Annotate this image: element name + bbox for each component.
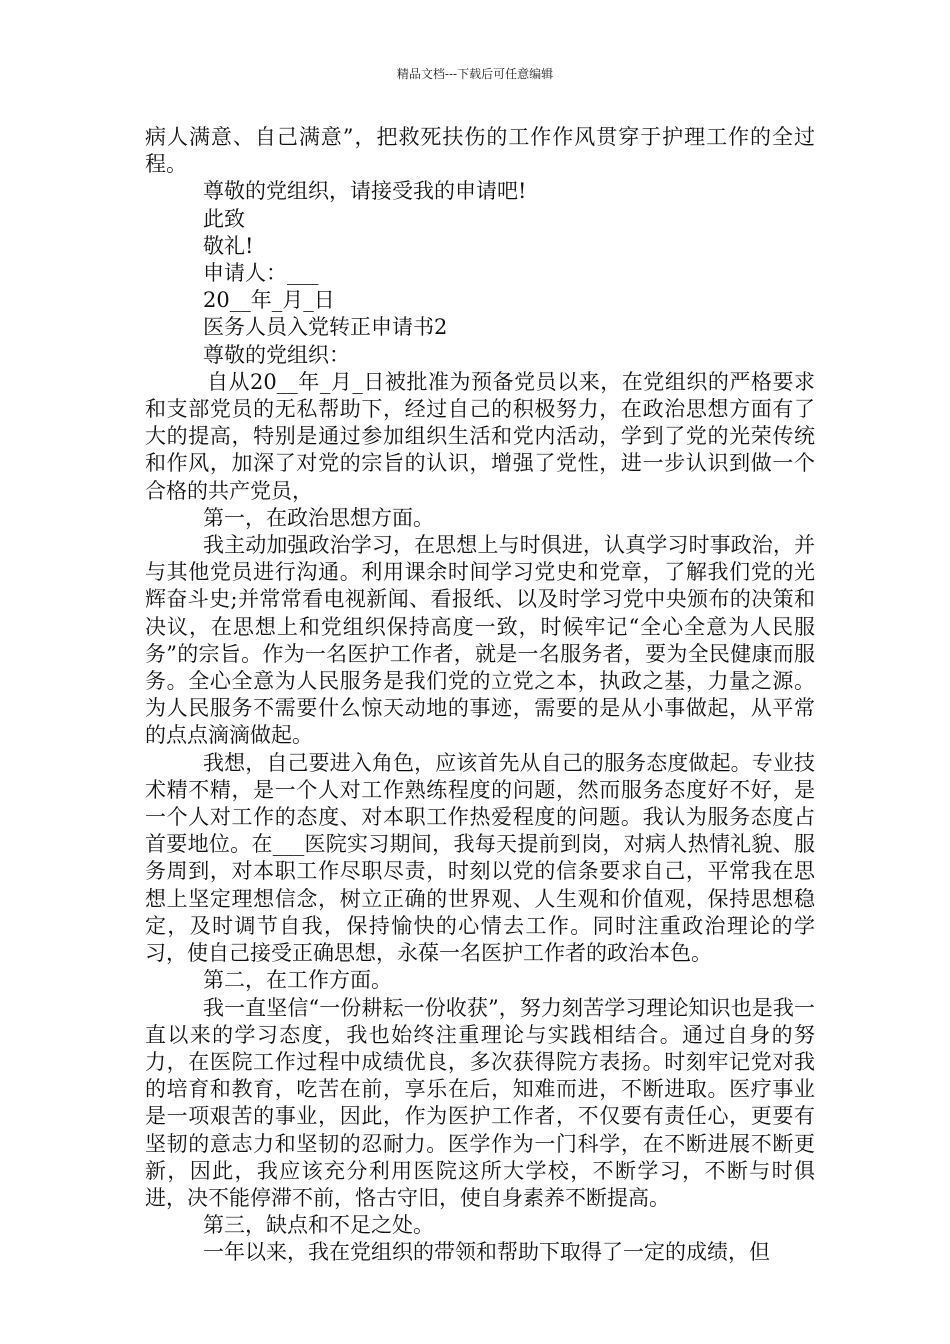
page-header: 精品文档---下载后可任意编辑 <box>396 67 554 81</box>
section-heading-2: 第二，在工作方面。 <box>203 968 392 993</box>
paragraph-work: 我一直坚信“一份耕耘一份收获”，努力刻苦学习理论知识也是我一直以来的学习态度，我也始终注重理论与实践相结合。通过自身的努力，在医院工作过程中成绩优良，多次获得院方表扬。时刻牢记党对我的培育和教育，吃苦在前，享乐在后，知难而进，不断进取。医疗事业是一项艰苦的事业，因此，作为医护工作者，不仅要有责任心，更要有坚韧的意志力和坚韧的忍耐力。医学作为一门科学，在不断进展不断更新，因此，我应该充分利用医院这所大学校，不断学习，不断与时俱进，决不能停滞不前，恪古守旧，使自身素养不断提高。 <box>145 995 815 1210</box>
closing-request-line: 尊敬的党组织，请接受我的申请吧! <box>203 179 527 204</box>
paragraph-shortcomings: 一年以来，我在党组织的带领和帮助下取得了一定的成绩，但 <box>203 1240 770 1265</box>
greeting-line: 尊敬的党组织： <box>203 342 350 367</box>
paragraph-intro: 自从20__年_月_日被批准为预备党员以来，在党组织的严格要求和支部党员的无私帮助下，经过自己的积极努力，在政治思想方面有了大的提高，特别是通过参加组织生活和党内活动，学到了党的光荣传统和作风，加深了对党的宗旨的认识，增强了党性，进一步认识到做一个合格的共产党员， <box>145 369 815 503</box>
paragraph-closing-text: 病人满意、自己满意”，把救死扶伤的工作作风贯穿于护理工作的全过程。 <box>145 125 815 177</box>
paragraph-politics: 我主动加强政治学习，在思想上与时俱进，认真学习时事政治，并与其他党员进行沟通。利用课余时间学习党史和党章，了解我们党的光辉奋斗史;并常常看电视新闻、看报纸、以及时学习党中央颁布的决策和决议，在思想上和党组织保持高度一致，时候牢记“全心全意为人民服务”的宗旨。作为一名医护工作者，就是一名服务者，要为全民健康而服务。全心全意为人民服务是我们党的立党之本，执政之基，力量之源。为人民服务不需要什么惊天动地的事迹，需要的是从小事做起，从平常的点点滴滴做起。 <box>145 533 815 748</box>
applicant-line: 申请人：___ <box>203 261 319 286</box>
document-body <box>145 124 815 1267</box>
section-heading-3: 第三，缺点和不足之处。 <box>203 1213 434 1238</box>
section-heading-1: 第一，在政治思想方面。 <box>203 505 434 530</box>
date-line: 20__年_月_日 <box>203 288 335 313</box>
salutation-jingli: 敬礼! <box>203 233 254 258</box>
salutation-cizhi: 此致 <box>203 206 245 231</box>
document-title: 医务人员入党转正申请书2 <box>203 315 448 340</box>
paragraph-service-attitude: 我想，自己要进入角色，应该首先从自己的服务态度做起。专业技术精不精，是一个人对工作熟练程度的问题，然而服务态度好不好，是一个人对工作的态度、对本职工作热爱程度的问题。我认为服务态度占首要地位。在___医院实习期间，我每天提前到岗，对病人热情礼貌、服务周到，对本职工作尽职尽责，时刻以党的信条要求自己，平常我在思想上坚定理想信念，树立正确的世界观、人生观和价值观，保持思想稳定，及时调节自我，保持愉快的心情去工作。同时注重政治理论的学习，使自己接受正确思想，永葆一名医护工作者的政治本色。 <box>145 750 815 966</box>
